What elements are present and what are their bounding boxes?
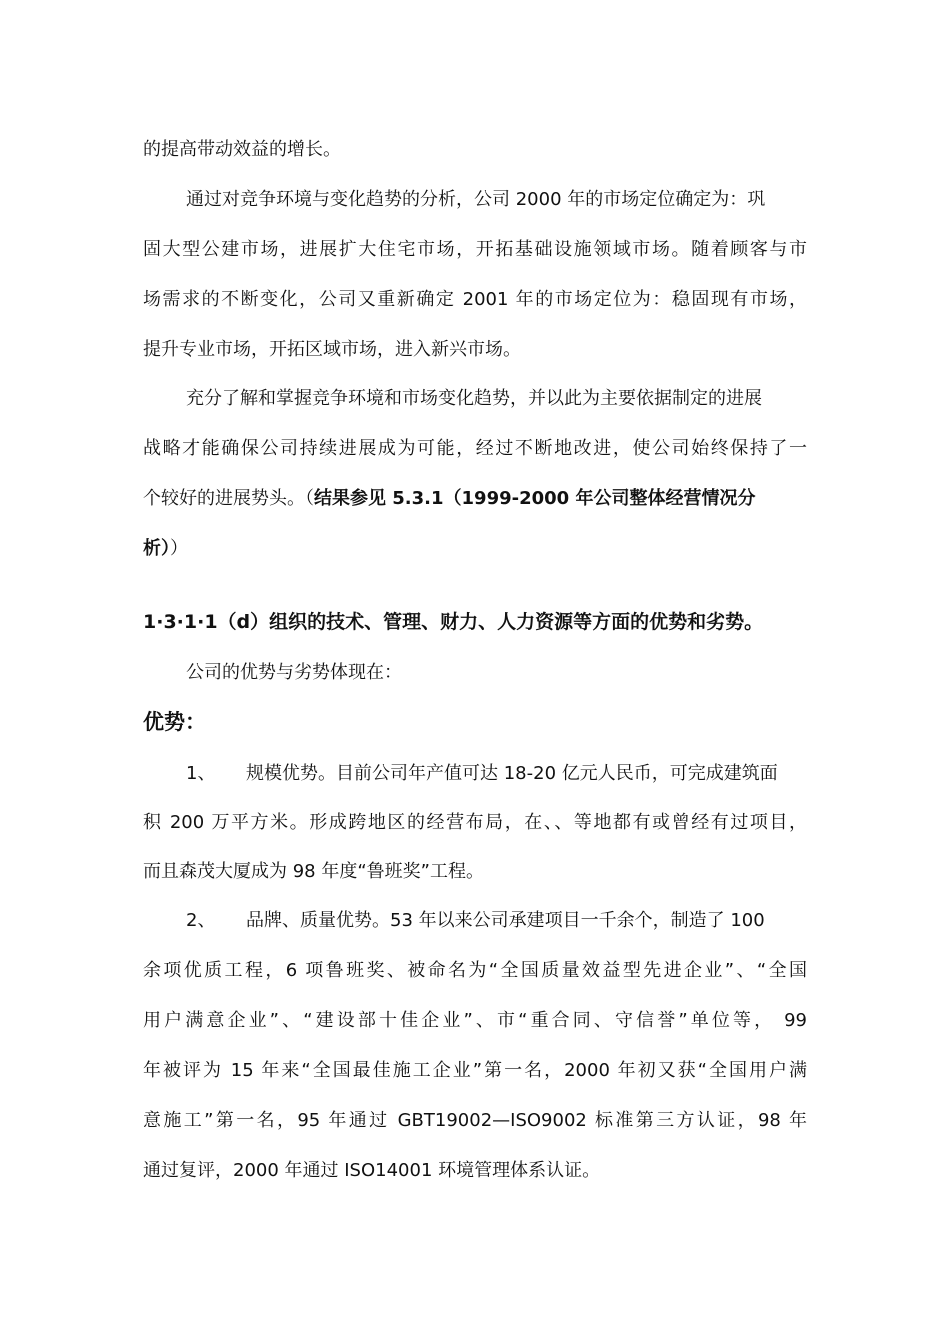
paragraph-1-line-1: 的提高带动效益的增长。 [143,139,341,160]
item-2-line-1 [186,909,765,933]
item-2-line-4: 年被评为 15 年来“全国最佳施工企业”第一名，2000 年初又获“全国用户满 [143,1060,807,1081]
item-2-line-2: 余项优质工程，6 项鲁班奖、被命名为“全国质量效益型先进企业”、“全国 [143,960,807,981]
item-2-line-3: 用户满意企业”、“建设部十佳企业”、市“重合同、守信誉”单位等， 99 [143,1010,807,1031]
item-1-line-3: 而且森茂大厦成为 98 年度“鲁班奖”工程。 [143,861,484,882]
paragraph-2-line-4: 提升专业市场，开拓区域市场，进入新兴市场。 [143,339,521,360]
item-2-line-6: 通过复评，2000 年通过 ISO14001 环境管理体系认证。 [143,1160,601,1181]
item-1-number: 1、 [186,763,216,784]
item-2-line-5: 意施工”第一名，95 年通过 GBT19002—ISO9002 标准第三方认证，98 年 [143,1110,807,1131]
item-1-line-1 [186,762,778,786]
paragraph-3-line-3 [143,487,755,511]
paragraph-3-closing-paren: ） [170,538,188,559]
item-2-line-1-text: 品牌、质量优势。53 年以来公司承建项目一千余个，制造了 100 [246,910,765,931]
advantages-title: 优势： [143,710,206,734]
item-1-line-1-text: 规模优势。目前公司年产值可达 18-20 亿元人民币，可完成建筑面 [246,763,778,784]
paragraph-3-line-3-text: 个较好的进展势头。（ [143,488,314,509]
item-2-number: 2、 [186,910,216,931]
paragraph-3-reference: 结果参见 5.3.1（1999-2000 年公司整体经营情况分 [314,488,756,509]
section-intro: 公司的优势与劣势体现在： [186,662,402,683]
paragraph-2-line-3: 场需求的不断变化，公司又重新确定 2001 年的市场定位为：稳固现有市场， [143,289,807,310]
paragraph-3-line-2: 战略才能确保公司持续进展成为可能，经过不断地改进，使公司始终保持了一 [143,438,807,459]
section-heading: 1·3·1·1（d）组织的技术、管理、财力、人力资源等方面的优势和劣势。 [143,611,764,633]
paragraph-2-line-1: 通过对竞争环境与变化趋势的分析，公司 2000 年的市场定位确定为：巩 [186,189,766,210]
paragraph-3-reference-end: 析） [143,538,170,559]
paragraph-2-line-2: 固大型公建市场，进展扩大住宅市场，开拓基础设施领域市场。随着顾客与市 [143,239,807,260]
item-1-line-2: 积 200 万平方米。形成跨地区的经营布局，在、、等地都有或曾经有过项目， [143,812,807,833]
paragraph-3-line-1: 充分了解和掌握竞争环境和市场变化趋势，并以此为主要依据制定的进展 [186,388,762,409]
paragraph-3-line-4 [143,537,188,561]
